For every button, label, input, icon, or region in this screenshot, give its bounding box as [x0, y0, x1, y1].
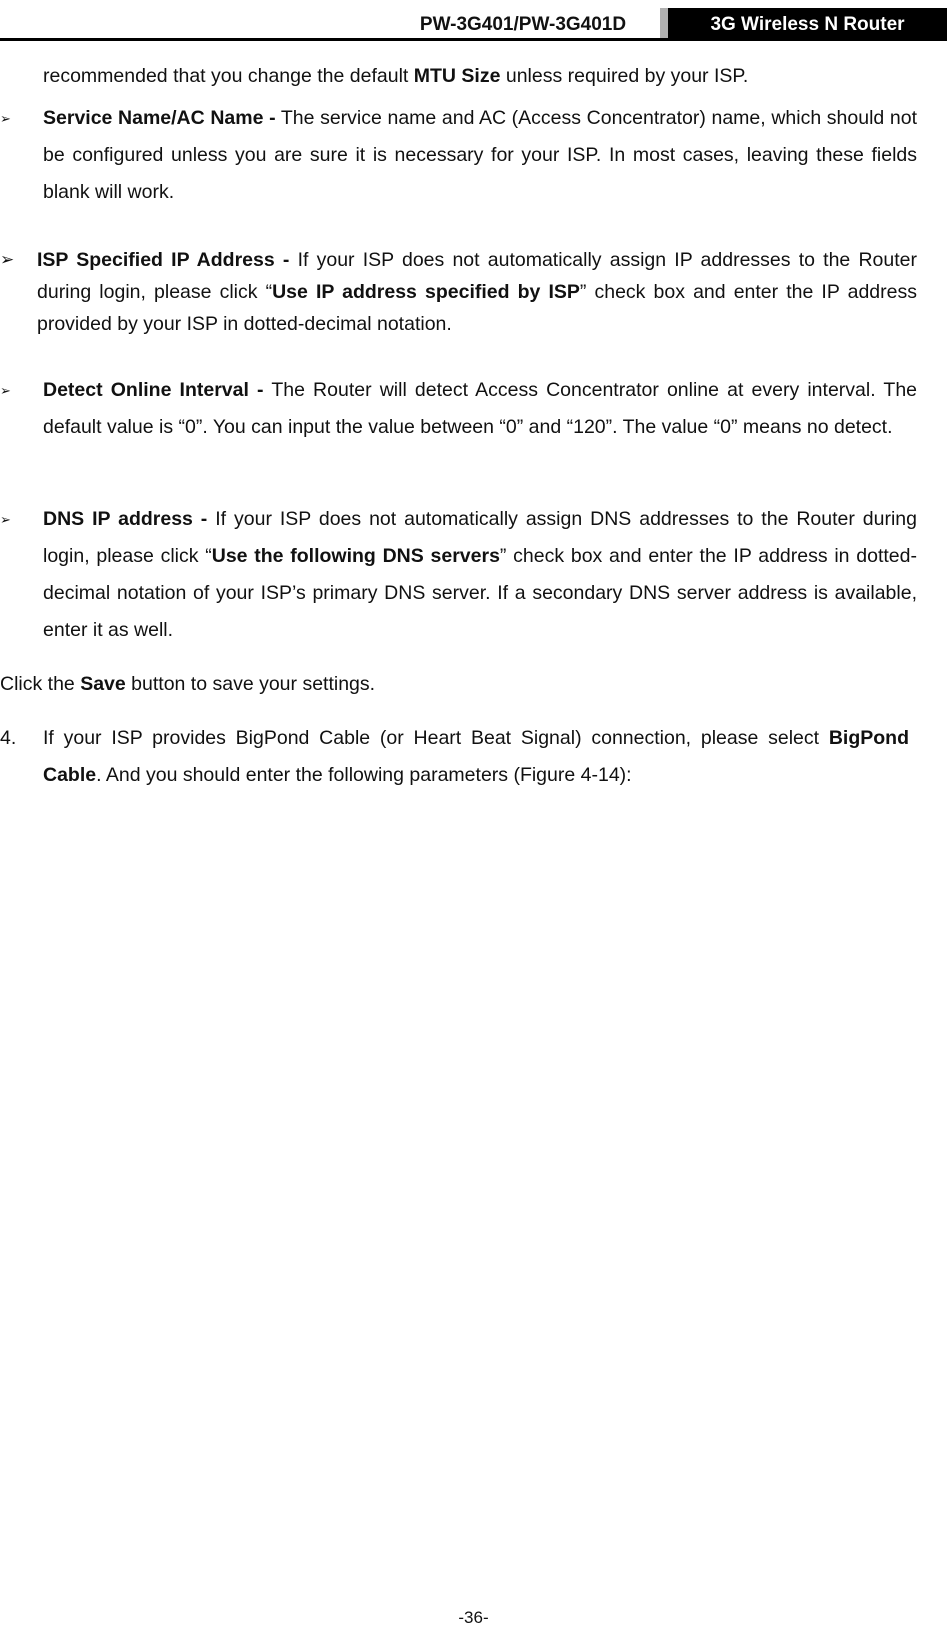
option-use-dns-servers: Use the following DNS servers: [211, 545, 500, 567]
isp-specified-ip-item: [37, 244, 917, 340]
text: The service name and AC (Access Concentrator) name, which should not be configured unless you are sure it is necessary for your ISP. In most cases, leaving these fields blank will work.: [43, 107, 917, 203]
service-name-item: [43, 100, 917, 211]
text: ” check box and enter the IP address in dotted-decimal notation of your ISP’s primary DNS server. If a secondary DNS server address is available, enter it as well.: [43, 545, 917, 641]
text: If your ISP does not automatically assign IP addresses to the Router during login, please click “: [37, 249, 917, 303]
term-bigpond-cable: BigPond Cable: [43, 727, 909, 786]
model-name: PW-3G401/PW-3G401D: [419, 14, 627, 35]
term-dns-ip-address: DNS IP address -: [43, 508, 208, 530]
text: unless required by your ISP.: [500, 65, 749, 87]
mtu-continuation: [43, 58, 917, 95]
text: If your ISP does not automatically assign DNS addresses to the Router during login, please click “: [43, 508, 917, 567]
text: Click the: [0, 673, 81, 695]
text: If your ISP provides BigPond Cable (or Heart Beat Signal) connection, please select: [43, 727, 829, 749]
text: ” check box and enter the IP address provided by your ISP in dotted-decimal notation.: [37, 281, 917, 335]
product-name-tab: 3G Wireless N Router: [668, 8, 947, 41]
term-save: Save: [80, 673, 126, 695]
tab-shadow: [660, 8, 668, 41]
text: recommended that you change the default: [43, 65, 414, 87]
detect-online-interval-item: [43, 372, 917, 446]
term-isp-specified-ip: ISP Specified IP Address -: [37, 249, 290, 271]
text: button to save your settings.: [125, 673, 376, 695]
bullet-icon: ➢: [0, 111, 11, 126]
bullet-icon: ➢: [0, 383, 11, 398]
term-mtu-size: MTU Size: [413, 65, 501, 87]
option-use-ip-address: Use IP address specified by ISP: [272, 281, 580, 303]
bullet-icon: ➢: [0, 250, 15, 269]
text: The Router will detect Access Concentrator online at every interval. The default value is “0”. You can input the value between “0” and “120”. The value “0” means no detect.: [43, 379, 918, 438]
save-instruction: [0, 666, 917, 703]
header-rule: [0, 38, 947, 41]
bigpond-step: [43, 720, 909, 794]
text: . And you should enter the following parameters (Figure 4-14):: [96, 764, 632, 786]
bullet-icon: ➢: [0, 512, 11, 527]
page-number: -36-: [458, 1608, 489, 1627]
page-header: [0, 0, 947, 44]
term-service-name: Service Name/AC Name -: [43, 107, 276, 129]
dns-ip-address-item: [43, 501, 917, 649]
term-detect-online-interval: Detect Online Interval -: [43, 379, 264, 401]
step-number: 4.: [0, 727, 17, 749]
